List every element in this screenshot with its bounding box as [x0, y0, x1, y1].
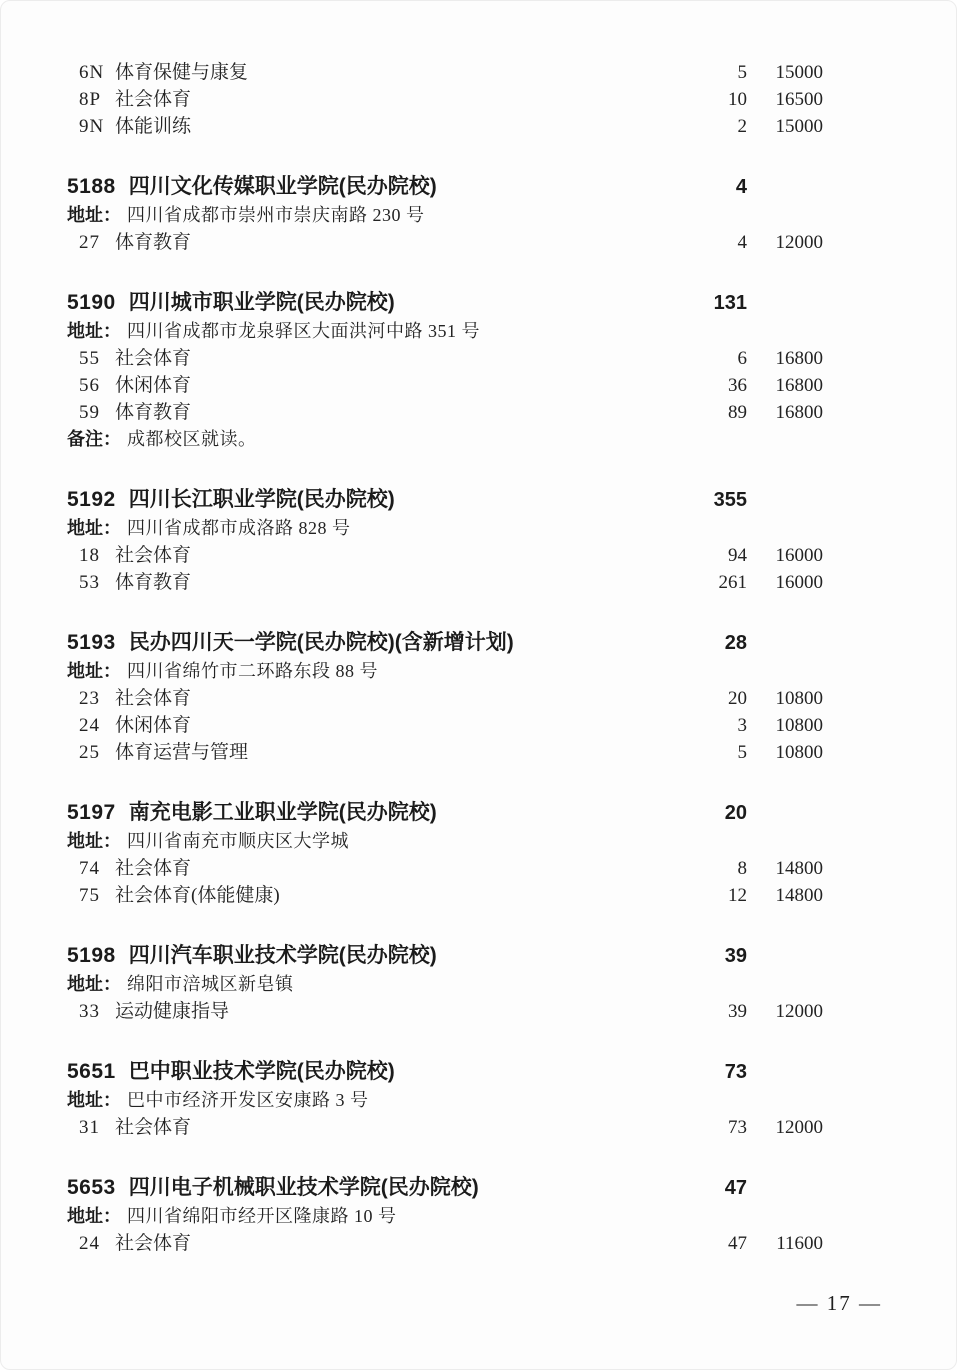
institution-title	[67, 287, 695, 318]
address-row	[67, 202, 823, 229]
institution-title	[67, 797, 695, 828]
institution-code: 5197	[67, 801, 116, 824]
institution-code: 5653	[67, 1176, 116, 1199]
major-quota: 12	[728, 885, 747, 906]
continued-majors-section	[67, 59, 823, 140]
major-tuition: 16800	[775, 375, 823, 396]
address-row	[67, 828, 823, 855]
major-name: 体育教育	[115, 572, 192, 593]
institution-name: 四川城市职业学院(民办院校)	[128, 291, 395, 314]
major-code: 23	[79, 688, 100, 709]
address-label: 地址：	[67, 518, 121, 538]
institution-title	[67, 1172, 695, 1203]
major-name: 社会体育	[115, 1117, 192, 1138]
major-quota: 5	[737, 742, 747, 763]
address-row	[67, 1203, 823, 1230]
institution-block	[67, 171, 823, 256]
major-row	[67, 113, 823, 140]
major-quota: 8	[737, 858, 747, 879]
institution-total: 131	[713, 292, 747, 314]
address-row	[67, 658, 823, 685]
address-label: 地址：	[67, 831, 121, 851]
note-label: 备注：	[67, 429, 121, 449]
major-row	[67, 86, 823, 113]
major-code: 75	[79, 885, 100, 906]
major-row	[67, 569, 823, 596]
address-text: 巴中市经济开发区安康路 3 号	[127, 1090, 369, 1110]
major-tuition: 16800	[775, 402, 823, 423]
institution-name: 民办四川天一学院(民办院校)(含新增计划)	[128, 631, 514, 654]
institution-header	[67, 171, 823, 202]
institution-code: 5192	[67, 488, 116, 511]
institution-total: 20	[724, 802, 747, 824]
major-code: 24	[79, 715, 100, 736]
major-tuition: 16500	[775, 89, 823, 110]
institution-block	[67, 797, 823, 909]
major-row	[67, 345, 823, 372]
institution-name: 四川长江职业学院(民办院校)	[128, 488, 395, 511]
institution-title	[67, 627, 695, 658]
institution-total: 28	[724, 632, 747, 654]
institution-header	[67, 940, 823, 971]
major-row	[67, 712, 823, 739]
institution-code: 5193	[67, 631, 116, 654]
major-code: 9N	[79, 116, 105, 137]
major-row	[67, 1230, 823, 1257]
address-label: 地址：	[67, 321, 121, 341]
major-quota: 5	[737, 62, 747, 83]
institution-name: 四川汽车职业技术学院(民办院校)	[128, 944, 437, 967]
major-name: 休闲体育	[115, 715, 192, 736]
major-quota: 3	[737, 715, 747, 736]
major-quota: 2	[737, 116, 747, 137]
major-name: 社会体育(体能健康)	[115, 885, 280, 906]
major-code: 27	[79, 232, 100, 253]
major-name: 社会体育	[115, 858, 192, 879]
major-tuition: 16000	[775, 572, 823, 593]
major-row	[67, 399, 823, 426]
major-tuition: 10800	[775, 742, 823, 763]
major-name: 社会体育	[115, 1233, 192, 1254]
address-label: 地址：	[67, 1090, 121, 1110]
major-row	[67, 855, 823, 882]
major-tuition: 15000	[775, 62, 823, 83]
major-quota: 73	[728, 1117, 747, 1138]
major-quota: 39	[728, 1001, 747, 1022]
institution-header	[67, 627, 823, 658]
institution-code: 5188	[67, 175, 116, 198]
institution-title	[67, 1056, 695, 1087]
address-label: 地址：	[67, 661, 121, 681]
major-quota: 94	[728, 545, 747, 566]
major-row	[67, 542, 823, 569]
address-row	[67, 318, 823, 345]
major-row	[67, 372, 823, 399]
note-text: 成都校区就读。	[127, 429, 257, 449]
major-name: 社会体育	[115, 89, 192, 110]
major-name: 运动健康指导	[115, 1001, 230, 1022]
major-tuition: 16000	[775, 545, 823, 566]
major-quota: 36	[728, 375, 747, 396]
institution-total: 4	[735, 176, 747, 198]
major-row	[67, 739, 823, 766]
major-quota: 4	[737, 232, 747, 253]
major-name: 社会体育	[115, 688, 192, 709]
major-row	[67, 998, 823, 1025]
major-code: 18	[79, 545, 100, 566]
major-tuition: 11600	[776, 1233, 823, 1254]
major-tuition: 10800	[775, 688, 823, 709]
institution-block	[67, 940, 823, 1025]
major-code: 59	[79, 402, 100, 423]
institution-header	[67, 484, 823, 515]
major-code: 33	[79, 1001, 100, 1022]
page-number: — 17 —	[796, 1291, 882, 1315]
major-quota: 47	[728, 1233, 747, 1254]
major-tuition: 14800	[775, 885, 823, 906]
address-row	[67, 515, 823, 542]
major-code: 8P	[79, 89, 102, 110]
address-row	[67, 1087, 823, 1114]
major-quota: 89	[728, 402, 747, 423]
institution-code: 5190	[67, 291, 116, 314]
major-code: 6N	[79, 62, 105, 83]
major-quota: 6	[737, 348, 747, 369]
institution-header	[67, 797, 823, 828]
institution-header	[67, 1056, 823, 1087]
institution-block	[67, 484, 823, 596]
major-tuition: 10800	[775, 715, 823, 736]
major-name: 社会体育	[115, 348, 192, 369]
address-row	[67, 971, 823, 998]
address-text: 四川省绵竹市二环路东段 88 号	[127, 661, 378, 681]
major-tuition: 12000	[775, 1001, 823, 1022]
major-tuition: 12000	[775, 232, 823, 253]
major-name: 体育保健与康复	[115, 62, 249, 83]
major-code: 55	[79, 348, 100, 369]
institution-block	[67, 1172, 823, 1257]
address-label: 地址：	[67, 205, 121, 225]
major-row	[67, 59, 823, 86]
major-name: 体育教育	[115, 402, 192, 423]
major-row	[67, 882, 823, 909]
institution-title	[67, 940, 695, 971]
major-name: 体育教育	[115, 232, 192, 253]
institution-block	[67, 1056, 823, 1141]
major-code: 74	[79, 858, 100, 879]
institution-code: 5198	[67, 944, 116, 967]
address-label: 地址：	[67, 974, 121, 994]
institution-name: 四川电子机械职业技术学院(民办院校)	[128, 1176, 479, 1199]
major-name: 体育运营与管理	[115, 742, 249, 763]
address-text: 四川省成都市龙泉驿区大面洪河中路 351 号	[127, 321, 480, 341]
major-code: 24	[79, 1233, 100, 1254]
major-name: 休闲体育	[115, 375, 192, 396]
major-tuition: 14800	[775, 858, 823, 879]
institution-title	[67, 171, 695, 202]
institution-title	[67, 484, 695, 515]
major-tuition: 12000	[775, 1117, 823, 1138]
major-quota: 20	[728, 688, 747, 709]
major-row	[67, 1114, 823, 1141]
institution-name: 四川文化传媒职业学院(民办院校)	[128, 175, 437, 198]
major-code: 53	[79, 572, 100, 593]
address-text: 绵阳市涪城区新皂镇	[127, 974, 294, 994]
note-row	[67, 426, 823, 453]
major-name: 体能训练	[115, 116, 192, 137]
major-row	[67, 229, 823, 256]
institution-name: 巴中职业技术学院(民办院校)	[128, 1060, 395, 1083]
address-text: 四川省绵阳市经开区隆康路 10 号	[127, 1206, 397, 1226]
institution-block	[67, 627, 823, 766]
major-code: 25	[79, 742, 100, 763]
major-name: 社会体育	[115, 545, 192, 566]
institutions-list	[67, 171, 823, 1257]
institution-header	[67, 287, 823, 318]
address-text: 四川省南充市顺庆区大学城	[127, 831, 349, 851]
institution-header	[67, 1172, 823, 1203]
address-text: 四川省成都市成洛路 828 号	[127, 518, 351, 538]
address-text: 四川省成都市崇州市崇庆南路 230 号	[127, 205, 425, 225]
major-tuition: 16800	[775, 348, 823, 369]
institution-name: 南充电影工业职业学院(民办院校)	[128, 801, 437, 824]
institution-code: 5651	[67, 1060, 116, 1083]
major-tuition: 15000	[775, 116, 823, 137]
address-label: 地址：	[67, 1206, 121, 1226]
institution-total: 39	[724, 945, 747, 967]
major-quota: 10	[728, 89, 747, 110]
document-content	[67, 59, 823, 1257]
institution-total: 47	[724, 1177, 747, 1199]
major-quota: 261	[718, 572, 747, 593]
major-code: 31	[79, 1117, 100, 1138]
institution-total: 355	[713, 489, 747, 511]
institution-block	[67, 287, 823, 453]
institution-total: 73	[724, 1061, 747, 1083]
major-code: 56	[79, 375, 100, 396]
major-row	[67, 685, 823, 712]
